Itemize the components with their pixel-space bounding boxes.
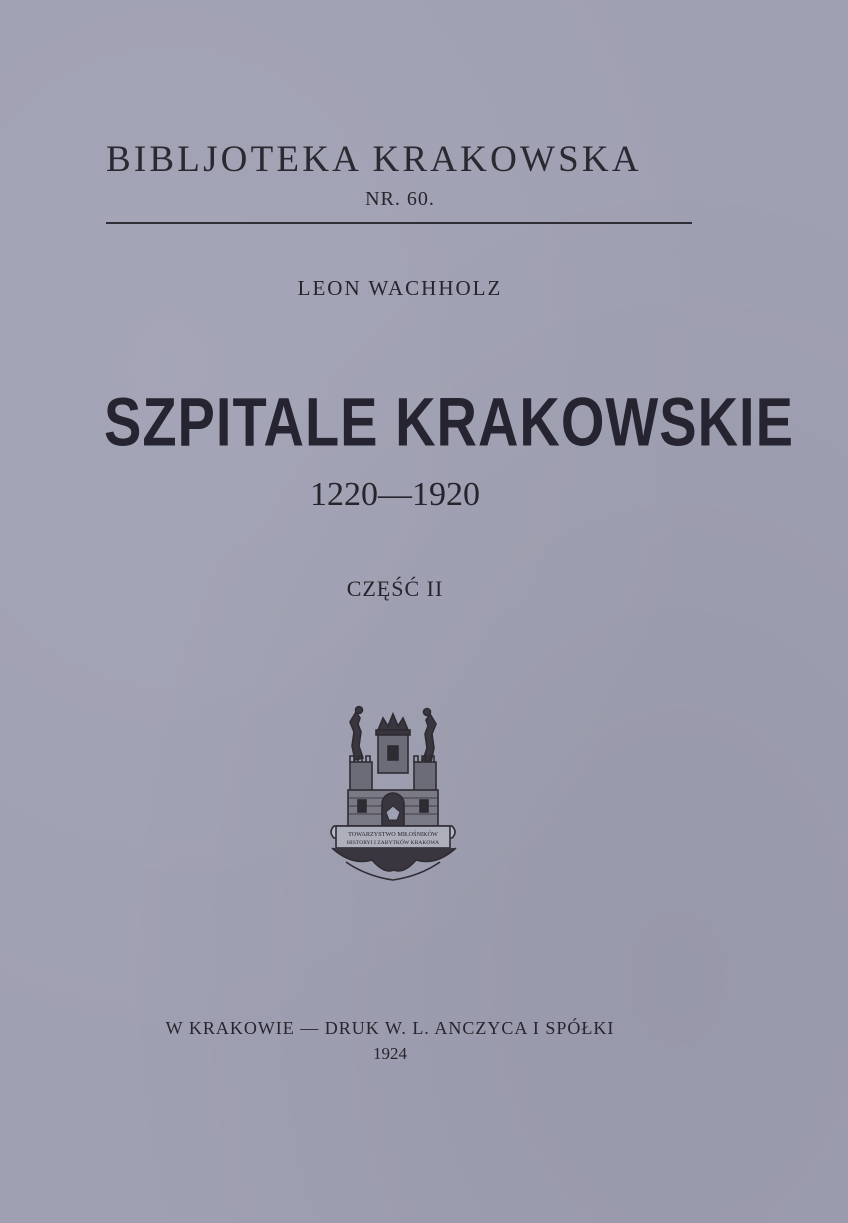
series-title: BIBLJOTEKA KRAKOWSKA — [106, 139, 642, 180]
krakow-towarzystwo-emblem-icon — [326, 702, 460, 888]
book-years: 1220—1920 — [310, 476, 480, 513]
emblem-text-line-1: TOWARZYSTWO MIŁOŚNIKÓW — [348, 831, 438, 838]
book-title: SZPITALE KRAKOWSKIE — [104, 383, 794, 461]
divider-rule — [106, 222, 692, 224]
imprint-line: W KRAKOWIE — DRUK W. L. ANCZYCA I SPÓŁKI — [165, 1018, 615, 1038]
author-name: LEON WACHHOLZ — [297, 276, 503, 300]
book-part: CZĘŚĆ II — [346, 576, 444, 601]
series-number: NR. 60. — [365, 188, 435, 210]
publication-year: 1924 — [373, 1044, 407, 1063]
emblem-text-line-2: HISTORYI I ZABYTKÓW KRAKOWA — [346, 840, 440, 846]
